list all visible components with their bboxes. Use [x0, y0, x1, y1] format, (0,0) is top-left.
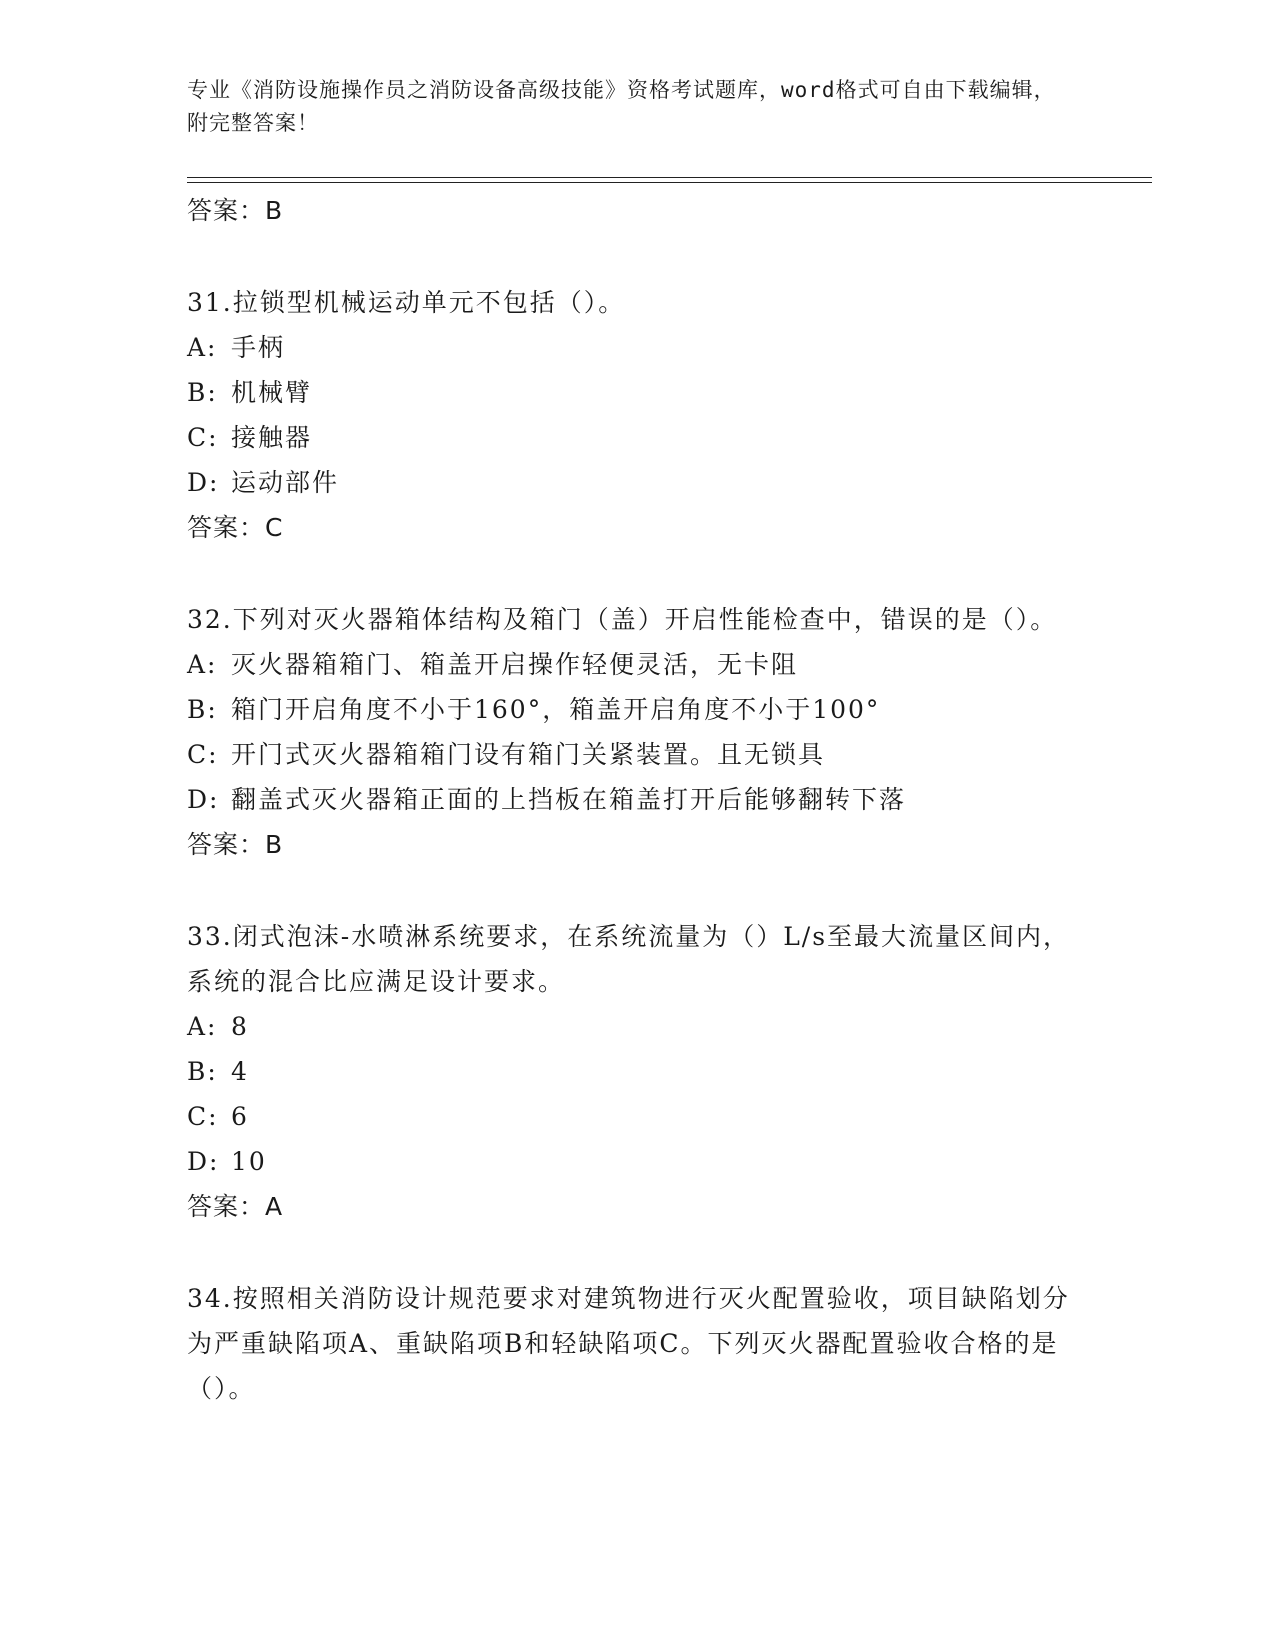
question-31	[187, 280, 1087, 551]
header-divider-top	[187, 177, 1152, 178]
header-divider-bottom	[187, 182, 1152, 183]
question-text: 31.拉锁型机械运动单元不包括（）。	[187, 288, 626, 317]
option-key: B:	[187, 695, 218, 724]
option-d	[187, 460, 1087, 505]
question-text: 32.下列对灭火器箱体结构及箱门（盖）开启性能检查中，错误的是（）。	[187, 605, 1058, 634]
option-text: 6	[231, 1102, 249, 1131]
option-c	[187, 732, 1087, 777]
option-key: B:	[187, 378, 218, 407]
question-33	[187, 914, 1087, 1230]
option-a	[187, 642, 1087, 687]
answer: 答案：B	[187, 830, 284, 859]
question-text: 33.闭式泡沫-水喷淋系统要求，在系统流量为（）L/s至最大流量区间内，系统的混合比应满足设计要求。	[187, 922, 1071, 996]
answer: 答案：A	[187, 1192, 284, 1221]
option-key: D:	[187, 1147, 220, 1176]
option-key: B:	[187, 1057, 218, 1086]
option-text: 开门式灭火器箱箱门设有箱门关紧装置。且无锁具	[231, 740, 826, 769]
option-d	[187, 777, 1087, 822]
option-text: 手柄	[231, 333, 286, 362]
option-text: 箱门开启角度不小于160°，箱盖开启角度不小于100°	[231, 695, 881, 724]
option-text: 8	[231, 1012, 249, 1041]
option-key: C:	[187, 1102, 219, 1131]
question-list	[187, 188, 1087, 1411]
option-a	[187, 1004, 1087, 1049]
answer: 答案：C	[187, 513, 284, 542]
option-key: A:	[187, 1012, 218, 1041]
option-text: 机械臂	[231, 378, 313, 407]
option-key: A:	[187, 650, 218, 679]
option-key: C:	[187, 423, 219, 452]
option-text: 运动部件	[231, 468, 340, 497]
option-key: A:	[187, 333, 218, 362]
option-text: 4	[231, 1057, 249, 1086]
question-text: 34.按照相关消防设计规范要求对建筑物进行灭火配置验收，项目缺陷划分为严重缺陷项A、重缺陷项B和轻缺陷项C。下列灭火器配置验收合格的是（）。	[187, 1284, 1070, 1403]
option-a	[187, 325, 1087, 370]
option-text: 接触器	[231, 423, 313, 452]
option-c	[187, 415, 1087, 460]
option-key: C:	[187, 740, 219, 769]
option-key: D:	[187, 468, 220, 497]
option-text: 灭火器箱箱门、箱盖开启操作轻便灵活，无卡阻	[231, 650, 799, 679]
question-34	[187, 1276, 1087, 1411]
option-c	[187, 1094, 1087, 1139]
option-b	[187, 687, 1087, 732]
option-text: 10	[231, 1147, 267, 1176]
option-text: 翻盖式灭火器箱正面的上挡板在箱盖打开后能够翻转下落	[231, 785, 907, 814]
option-d	[187, 1139, 1087, 1184]
question-32	[187, 597, 1087, 868]
option-b	[187, 370, 1087, 415]
option-key: D:	[187, 785, 220, 814]
document-header: 专业《消防设施操作员之消防设备高级技能》资格考试题库，word格式可自由下载编辑，附完整答案！	[187, 78, 1056, 135]
option-b	[187, 1049, 1087, 1094]
previous-answer: 答案：B	[187, 196, 284, 225]
